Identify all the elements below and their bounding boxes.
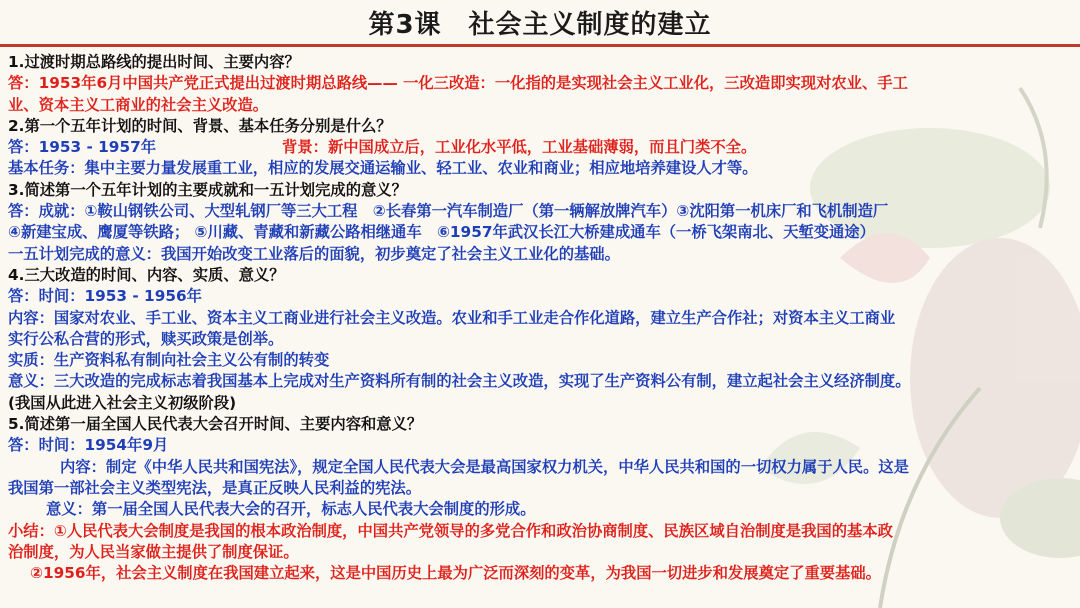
answer-2-row [8,137,1074,158]
answer-3-line-1: 答：成就：①鞍山钢铁公司、大型轧钢厂等三大工程 ②长春第一汽车制造厂（第一辆解放牌汽车）③沈阳第一机床厂和飞机制造厂 [8,202,889,221]
answer-4-essence: 实质：生产资料私有制向社会主义公有制的转变 [8,351,330,370]
qa-content [8,52,1074,584]
answer-1-line-1: 答：1953年6月中国共产党正式提出过渡时期总路线—— 一化三改造：一化指的是实现社会主义工业化，三改造即实现对农业、手工 [8,74,908,93]
answer-3-line-2: ④新建宝成、鹰厦等铁路； ⑤川藏、青藏和新藏公路相继通车 ⑥1957年武汉长江大桥建成通车（一桥飞架南北、天堑变通途） [8,223,875,242]
answer-4-time: 答：时间：1953 - 1956年 [8,287,202,306]
answer-4-note: (我国从此进入社会主义初级阶段) [8,393,237,412]
answer-2-task: 基本任务：集中主要力量发展重工业，相应的发展交通运输业、轻工业、农业和商业；相应地培养建设人才等。 [8,159,758,178]
answer-4-content-1: 内容：国家对农业、手工业、资本主义工商业进行社会主义改造。农业和手工业走合作化道路，建立生产合作社；对资本主义工商业 [8,308,896,327]
title-bar [0,0,1080,44]
answer-5-content-2: 我国第一部社会主义类型宪法，是真正反映人民利益的宪法。 [8,478,422,497]
slide-title: 第3课 社会主义制度的建立 [368,9,712,40]
question-1: 1.过渡时期总路线的提出时间、主要内容？ [8,53,300,71]
answer-2-time: 答：1953 - 1957年 [8,138,157,157]
summary-line-1: 小结：①人民代表大会制度是我国的根本政治制度，中国共产党领导的多党合作和政治协商制度、民族区域自治制度是我国的基本政 [8,521,893,540]
question-2: 2.第一个五年计划的时间、背景、基本任务分别是什么？ [8,116,392,135]
title-divider [0,44,1080,47]
summary-line-2: 治制度，为人民当家做主提供了制度保证。 [8,542,299,561]
summary-line-3: ②1956年，社会主义制度在我国建立起来，这是中国历史上最为广泛而深刻的变革，为我国一切进步和发展奠定了重要基础。 [30,564,881,583]
answer-5-time: 答：时间：1954年9月 [8,436,169,455]
answer-4-meaning: 意义：三大改造的完成标志着我国基本上完成对生产资料所有制的社会主义改造，实现了生产资料公有制，建立起社会主义经济制度。 [8,372,911,391]
answer-4-content-2: 实行公私合营的形式，赎买政策是创举。 [8,329,284,348]
answer-1-line-2: 业、资本主义工商业的社会主义改造。 [8,95,269,114]
question-5: 5.简述第一届全国人民代表大会召开时间、主要内容和意义？ [8,415,423,434]
answer-5-meaning: 意义：第一届全国人民代表大会的召开，标志人民代表大会制度的形成。 [46,500,536,519]
answer-3-line-3: 一五计划完成的意义：我国开始改变工业落后的面貌，初步奠定了社会主义工业化的基础。 [8,244,620,263]
question-3: 3.简述第一个五年计划的主要成就和一五计划完成的意义？ [8,180,407,199]
answer-2-background: 背景：新中国成立后，工业化水平低，工业基础薄弱，而且门类不全。 [282,138,757,157]
question-4: 4.三大改造的时间、内容、实质、意义？ [8,265,285,284]
answer-5-content-1: 内容：制定《中华人民共和国宪法》，规定全国人民代表大会是最高国家权力机关，中华人民共和国的一切权力属于人民。这是 [60,457,909,476]
